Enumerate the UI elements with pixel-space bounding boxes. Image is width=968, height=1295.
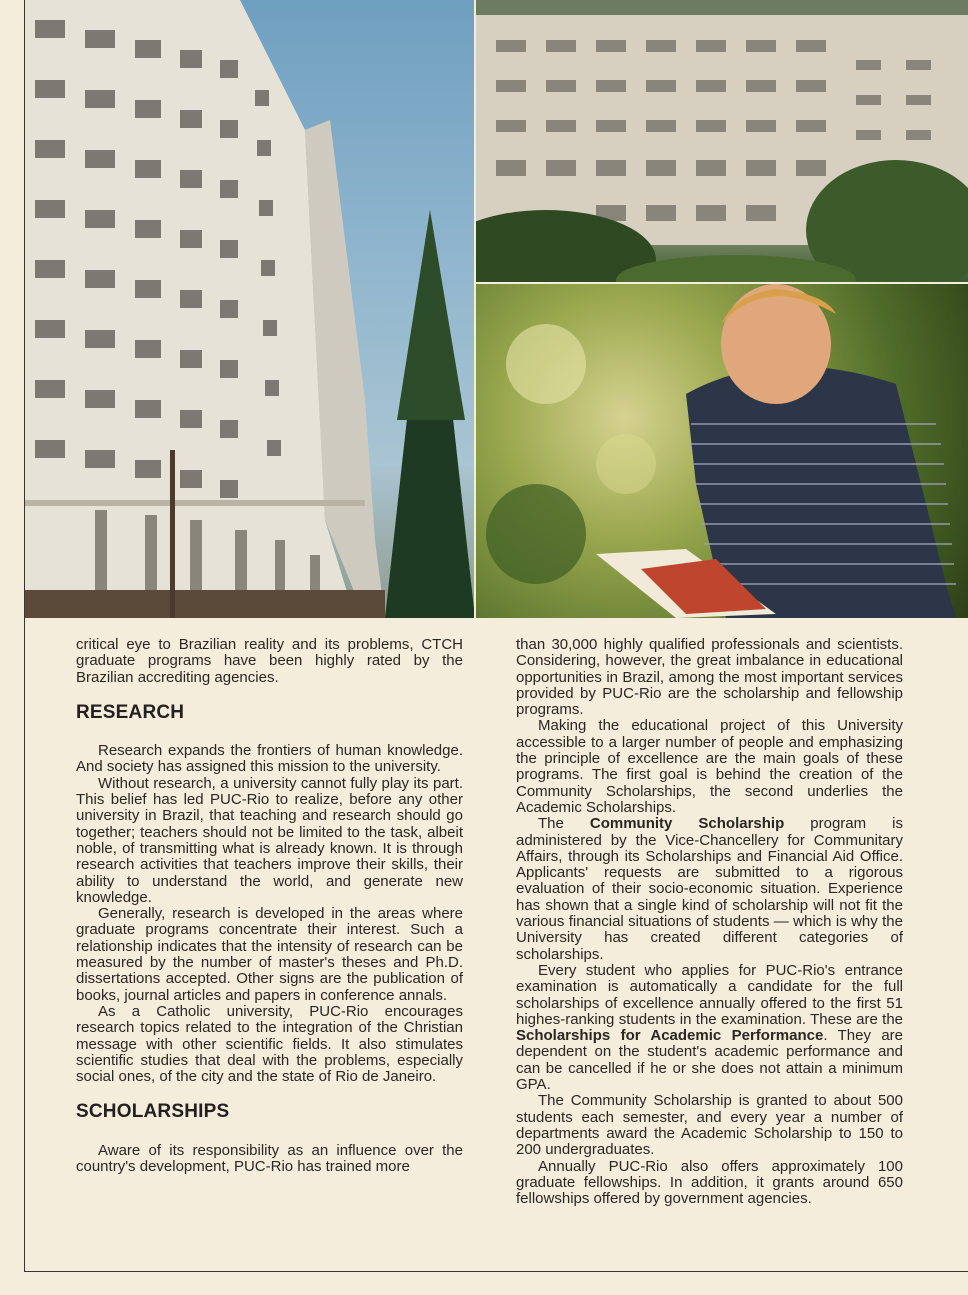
academic-performance-pre: Every student who applies for PUC-Rio's entrance examination is automatically a candidate for the full scholarships of excellence annually offered to the first 51 highes-ranking students in the examination. These are the [516,961,903,1028]
photo-divider-horizontal [476,282,968,284]
research-paragraph-3: Generally, research is developed in the areas where graduate programs concentrate their interest. Such a relationship indicates that the intensity of research can be measured by the number of master's theses and Ph.D. dissertations accepted. Other signs are the publication of books, journal articles and papers in conference annals. [76,905,463,1004]
research-paragraph-4: As a Catholic university, PUC-Rio encourages research topics related to the integration of the Christian message with other scientific fields. It also stimulates scientific studies that deal with the problems, especially social ones, of the city and the state of Rio de Janeiro. [76,1002,463,1086]
photo-student-reading [476,284,968,618]
academic-performance-paragraph [516,963,903,1093]
intro-paragraph: critical eye to Brazilian reality and its problems, CTCH graduate programs have been highly rated by the Brazilian accrediting agencies. [76,636,463,686]
photo-campus-building-illustration [476,0,968,282]
photo-campus-building [476,0,968,282]
scholarship-numbers-paragraph: The Community Scholarship is granted to about 500 students each semester, and every year a number of departments award the Academic Scholarship to 150 to 200 undergraduates. [516,1092,903,1159]
research-heading: RESEARCH [76,701,185,723]
community-scholarship-post: program is administered by the Vice-Chancellery for Communitary Affairs, through its Scholarships and Financial Aid Office. Applicants' requests are submitted to a rigorous evaluation of their socio-economic situation. Experience has shown that a single kind of scholarship will not fit the various financial situations of students — which is why the University has created different categories of scholarships. [516,815,903,963]
research-paragraph-2: Without research, a university cannot fully play its part. This belief has led PUC-Rio to realize, before any other university in Brazil, that teaching and research should go together; teachers should not be limited to the task, albeit noble, of transmitting what is already known. It is through research activities that teachers improve their skills, their ability to understand the world, and generate new knowledge. [76,774,463,906]
community-scholarship-paragraph [516,816,903,963]
academic-performance-post: . They are dependent on the student's academic performance and can be cancelled if he or she does not attain a minimum GPA. [516,1027,903,1094]
scholarships-paragraph-continued: than 30,000 highly qualified professionals and scientists. Considering, however, the great imbalance in educational opportunities in Brazil, among the most important services provided by PUC-Rio are the scholarship and fellowship programs. [516,636,903,719]
scholarships-heading: SCHOLARSHIPS [76,1101,230,1123]
text-column-left [76,637,463,1175]
research-paragraph-1: Research expands the frontiers of human knowledge. And society has assigned this mission to the university. [76,742,463,776]
community-scholarship-term: Community Scholarship [589,815,785,833]
page-border-left [24,0,25,1272]
text-column-right [516,637,903,1207]
academic-performance-term: Scholarships for Academic Performance [516,1027,824,1045]
fellowships-paragraph: Annually PUC-Rio also offers approximately 100 graduate fellowships. In addition, it grants around 650 fellowships offered by government agencies. [516,1157,903,1208]
photo-student-reading-illustration [476,284,968,618]
scholarships-paragraph-goals: Making the educational project of this University accessible to a larger number of people and emphasizing the principle of excellence are the main goals of these programs. The first goal is behind the creation of the Community Scholarships, the second underlies the Academic Scholarships. [516,717,903,816]
photo-campus-tower [25,0,474,618]
photo-divider-vertical [474,0,476,618]
photo-campus-tower-illustration [25,0,474,618]
page-border-bottom [24,1271,968,1272]
community-scholarship-pre: The [538,815,590,833]
scholarships-paragraph-1: Aware of its responsibility as an influence over the country's development, PUC-Rio has trained more [76,1141,463,1176]
